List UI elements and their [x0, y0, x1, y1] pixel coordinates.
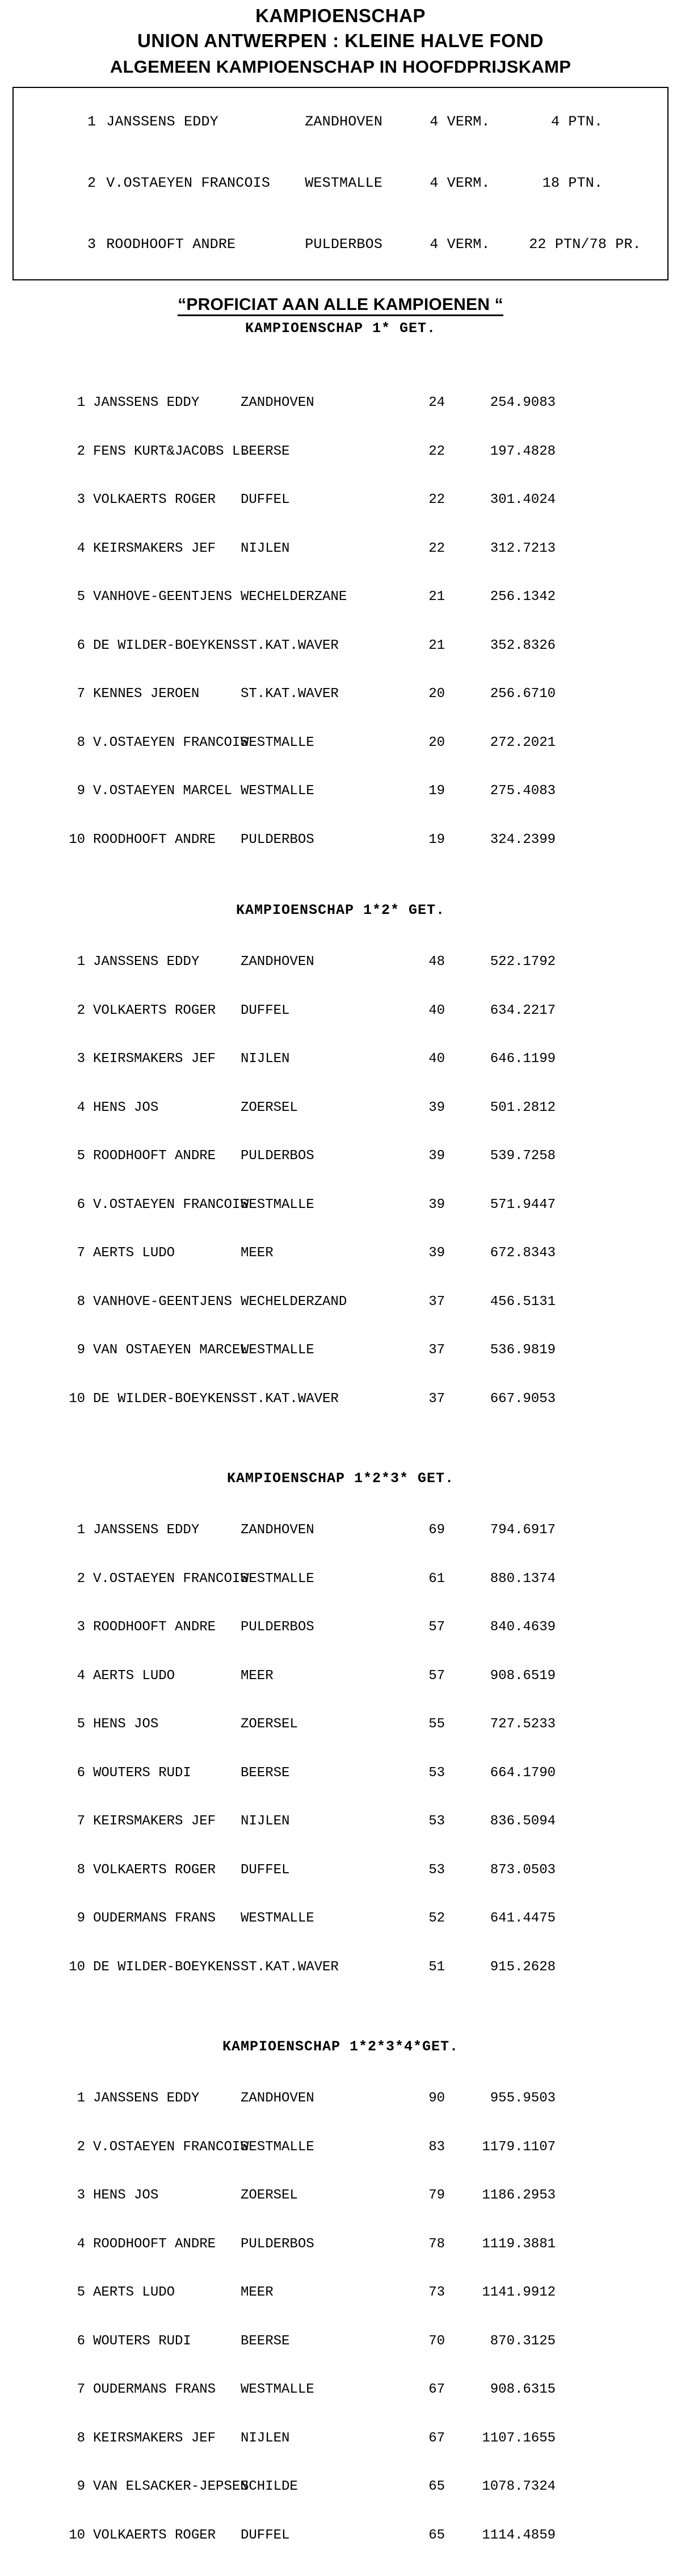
row-rank: 10 — [69, 1959, 85, 1975]
row-coefficient: 254.9083 — [490, 395, 556, 410]
podium-club: PULDERBOS — [305, 236, 383, 253]
row-club: SCHILDE — [241, 2479, 298, 2494]
row-name: V.OSTAEYEN MARCEL — [93, 783, 232, 799]
row-rank: 6 — [77, 1765, 85, 1781]
row-count: 83 — [428, 2139, 445, 2155]
row-name: ROODHOOFT ANDRE — [93, 2236, 216, 2252]
row-coefficient: 634.2217 — [490, 1002, 556, 1018]
section-title: KAMPIOENSCHAP 1*2* GET. — [236, 902, 445, 918]
row-club: BEERSE — [241, 2333, 290, 2349]
row-coefficient: 456.5131 — [490, 1294, 556, 1310]
row-count: 22 — [428, 492, 445, 507]
row-rank: 8 — [77, 1294, 85, 1310]
section-kampioenschap-1-2-3-4 — [11, 2038, 670, 2576]
row-name: VOLKAERTS ROGER — [93, 2527, 216, 2543]
table-row — [11, 1620, 670, 1636]
table-row — [11, 2382, 670, 2398]
row-club: WESTMALLE — [241, 1571, 314, 1587]
table-row — [11, 1717, 670, 1733]
row-rank: 4 — [77, 540, 85, 556]
row-rank: 2 — [77, 2139, 85, 2155]
row-club: ZANDHOVEN — [241, 2091, 314, 2106]
row-count: 53 — [428, 1814, 445, 1829]
table-row — [11, 2091, 670, 2107]
row-coefficient: 1114.4859 — [482, 2527, 556, 2543]
row-coefficient: 870.3125 — [490, 2333, 556, 2349]
row-club: ZANDHOVEN — [241, 1522, 314, 1538]
podium-row — [14, 153, 667, 214]
row-coefficient: 908.6315 — [490, 2382, 556, 2397]
row-count: 65 — [428, 2527, 445, 2543]
row-rank: 5 — [77, 2285, 85, 2300]
row-name: VANHOVE-GEENTJENS — [93, 1294, 232, 1310]
row-name: HENS JOS — [93, 1717, 159, 1732]
row-name: VOLKAERTS ROGER — [93, 492, 216, 507]
row-club: DUFFEL — [241, 2527, 290, 2543]
row-club: DUFFEL — [241, 1862, 290, 1878]
row-coefficient: 880.1374 — [490, 1571, 556, 1587]
row-coefficient: 1186.2953 — [482, 2188, 556, 2203]
row-club: WESTMALLE — [241, 735, 314, 750]
row-club: WESTMALLE — [241, 1197, 314, 1213]
row-club: ZANDHOVEN — [241, 395, 314, 410]
row-club: ST.KAT.WAVER — [241, 686, 339, 702]
row-rank: 5 — [77, 1717, 85, 1732]
table-row — [11, 2139, 670, 2156]
row-name: VOLKAERTS ROGER — [93, 1002, 216, 1018]
row-name: AERTS LUDO — [93, 1668, 175, 1684]
row-club: ST.KAT.WAVER — [241, 1959, 339, 1975]
table-row — [11, 954, 670, 971]
row-coefficient: 352.8326 — [490, 637, 556, 653]
row-name: V.OSTAEYEN FRANCOIS — [93, 1571, 249, 1587]
row-coefficient: 672.8343 — [490, 1245, 556, 1261]
row-club: MEER — [241, 1245, 274, 1261]
row-club: BEERSE — [241, 1765, 290, 1781]
row-rank: 10 — [69, 2527, 85, 2543]
table-row — [11, 1522, 670, 1539]
section-title: KAMPIOENSCHAP 1* GET. — [245, 320, 436, 337]
row-name: JANSSENS EDDY — [93, 954, 200, 970]
row-rank: 5 — [77, 589, 85, 605]
table-row — [11, 1814, 670, 1830]
row-rank: 4 — [77, 1668, 85, 1684]
row-count: 21 — [428, 637, 445, 653]
row-count: 37 — [428, 1342, 445, 1358]
row-rank: 2 — [77, 1002, 85, 1018]
row-rank: 1 — [77, 954, 85, 970]
row-count: 51 — [428, 1959, 445, 1975]
row-name: V.OSTAEYEN FRANCOIS — [93, 1197, 249, 1213]
table-row — [11, 1100, 670, 1117]
row-name: JANSSENS EDDY — [93, 1522, 200, 1538]
row-count: 39 — [428, 1100, 445, 1115]
table-row — [11, 1245, 670, 1262]
row-rank: 1 — [77, 1522, 85, 1538]
row-rank: 7 — [77, 2382, 85, 2397]
row-club: WESTMALLE — [241, 2382, 314, 2397]
row-club: NIJLEN — [241, 1051, 290, 1067]
row-rank: 6 — [77, 637, 85, 653]
row-club: NIJLEN — [241, 1814, 290, 1829]
row-rank: 7 — [77, 1814, 85, 1829]
row-coefficient: 840.4639 — [490, 1620, 556, 1635]
table-row — [11, 2528, 670, 2544]
row-rank: 9 — [77, 1911, 85, 1926]
table-row — [11, 2334, 670, 2350]
table-row — [11, 1003, 670, 1020]
table-row — [11, 2479, 670, 2495]
section-title: KAMPIOENSCHAP 1*2*3* GET. — [226, 1470, 455, 1487]
row-count: 73 — [428, 2285, 445, 2300]
row-name: KENNES JEROEN — [93, 686, 200, 702]
row-rank: 5 — [77, 1148, 85, 1164]
row-name: AERTS LUDO — [93, 1245, 175, 1261]
row-count: 57 — [428, 1620, 445, 1635]
subtitle-algemeen: ALGEMEEN KAMPIOENSCHAP IN HOOFDPRIJSKAMP — [110, 57, 571, 77]
results-table — [11, 1490, 670, 2008]
table-row — [11, 783, 670, 800]
row-rank: 8 — [77, 2430, 85, 2446]
row-club: ST.KAT.WAVER — [241, 637, 339, 653]
row-coefficient: 908.6519 — [490, 1668, 556, 1684]
row-count: 53 — [428, 1862, 445, 1878]
row-count: 37 — [428, 1391, 445, 1407]
subtitle-union: UNION ANTWERPEN : KLEINE HALVE FOND — [137, 30, 544, 51]
row-count: 90 — [428, 2091, 445, 2106]
table-row — [11, 2285, 670, 2301]
row-coefficient: 256.1342 — [490, 589, 556, 605]
row-rank: 7 — [77, 686, 85, 702]
row-coefficient: 571.9447 — [490, 1197, 556, 1213]
row-coefficient: 727.5233 — [490, 1717, 556, 1732]
row-club: WESTMALLE — [241, 2139, 314, 2155]
row-club: WESTMALLE — [241, 1342, 314, 1358]
podium-points: 4 PTN. — [551, 114, 603, 130]
table-row — [11, 395, 670, 412]
row-rank: 6 — [77, 2333, 85, 2349]
row-club: BEERSE — [241, 443, 290, 459]
row-rank: 9 — [77, 2479, 85, 2494]
podium-name: V.OSTAEYEN FRANCOIS — [106, 175, 271, 191]
podium-verm: 4 VERM. — [430, 175, 490, 191]
table-row — [11, 686, 670, 703]
row-rank: 2 — [77, 443, 85, 459]
podium-rank: 3 — [87, 236, 96, 253]
row-rank: 1 — [77, 2091, 85, 2106]
row-name: OUDERMANS FRANS — [93, 1911, 216, 1926]
row-count: 19 — [428, 783, 445, 799]
row-name: VAN ELSACKER-JEPSEN — [93, 2479, 249, 2494]
row-rank: 3 — [77, 492, 85, 507]
row-rank: 7 — [77, 1245, 85, 1261]
row-name: HENS JOS — [93, 2188, 159, 2203]
row-name: V.OSTAEYEN FRANCOIS — [93, 2139, 249, 2155]
row-name: ROODHOOFT ANDRE — [93, 1148, 216, 1164]
row-coefficient: 324.2399 — [490, 832, 556, 848]
row-name: DE WILDER-BOEYKENS — [93, 1391, 241, 1407]
podium-verm: 4 VERM. — [430, 114, 490, 130]
row-count: 40 — [428, 1002, 445, 1018]
table-row — [11, 1197, 670, 1214]
row-name: WOUTERS RUDI — [93, 1765, 191, 1781]
row-name: FENS KURT&JACOBS L. — [93, 443, 249, 459]
row-rank: 6 — [77, 1197, 85, 1213]
congratulations-text: “PROFICIAT AAN ALLE KAMPIOENEN “ — [178, 295, 503, 316]
row-coefficient: 664.1790 — [490, 1765, 556, 1781]
table-row — [11, 2188, 670, 2204]
row-coefficient: 1179.1107 — [482, 2139, 556, 2155]
row-coefficient: 1078.7324 — [482, 2479, 556, 2494]
row-name: JANSSENS EDDY — [93, 2091, 200, 2106]
row-rank: 3 — [77, 1051, 85, 1067]
row-coefficient: 197.4828 — [490, 443, 556, 459]
row-name: ROODHOOFT ANDRE — [93, 1620, 216, 1635]
row-rank: 9 — [77, 1342, 85, 1358]
table-row — [11, 1862, 670, 1879]
table-row — [11, 1668, 670, 1685]
row-coefficient: 536.9819 — [490, 1342, 556, 1358]
row-rank: 4 — [77, 2236, 85, 2252]
row-club: WECHELDERZANE — [241, 589, 347, 605]
row-count: 61 — [428, 1571, 445, 1587]
results-table — [11, 2058, 670, 2576]
podium-row — [14, 214, 667, 275]
table-row — [11, 832, 670, 849]
row-club: ZOERSEL — [241, 1100, 298, 1115]
row-name: WOUTERS RUDI — [93, 2333, 191, 2349]
table-row — [11, 1391, 670, 1408]
table-row — [11, 444, 670, 460]
section-kampioenschap-1-2-3 — [11, 1470, 670, 2008]
row-coefficient: 256.6710 — [490, 686, 556, 702]
row-count: 55 — [428, 1717, 445, 1732]
table-row — [11, 1571, 670, 1588]
row-rank: 10 — [69, 832, 85, 848]
row-coefficient: 301.4024 — [490, 492, 556, 507]
row-name: KEIRSMAKERS JEF — [93, 1814, 216, 1829]
row-name: KEIRSMAKERS JEF — [93, 1051, 216, 1067]
row-count: 53 — [428, 1765, 445, 1781]
row-count: 22 — [428, 540, 445, 556]
podium-rank: 1 — [87, 114, 96, 130]
row-count: 79 — [428, 2188, 445, 2203]
row-club: NIJLEN — [241, 540, 290, 556]
row-club: ZOERSEL — [241, 2188, 298, 2203]
row-count: 69 — [428, 1522, 445, 1538]
row-rank: 9 — [77, 783, 85, 799]
row-name: KEIRSMAKERS JEF — [93, 540, 216, 556]
table-row — [11, 1342, 670, 1359]
page-title: KAMPIOENSCHAP — [255, 5, 426, 26]
row-count: 21 — [428, 589, 445, 605]
row-club: WESTMALLE — [241, 1911, 314, 1926]
row-count: 78 — [428, 2236, 445, 2252]
row-count: 39 — [428, 1148, 445, 1164]
row-count: 65 — [428, 2479, 445, 2494]
row-club: WESTMALLE — [241, 783, 314, 799]
results-table — [11, 922, 670, 1440]
row-club: MEER — [241, 1668, 274, 1684]
document-title-block — [11, 3, 670, 80]
row-club: WECHELDERZAND — [241, 1294, 347, 1310]
table-row — [11, 1148, 670, 1165]
row-name: VAN OSTAEYEN MARCEL — [93, 1342, 249, 1358]
row-coefficient: 873.0503 — [490, 1862, 556, 1878]
row-count: 48 — [428, 954, 445, 970]
row-count: 19 — [428, 832, 445, 848]
table-row — [11, 1294, 670, 1311]
row-name: V.OSTAEYEN FRANCOIS — [93, 735, 249, 750]
row-count: 67 — [428, 2430, 445, 2446]
section-kampioenschap-1 — [11, 320, 670, 880]
row-name: HENS JOS — [93, 1100, 159, 1115]
row-name: KEIRSMAKERS JEF — [93, 2430, 216, 2446]
row-rank: 8 — [77, 1862, 85, 1878]
row-coefficient: 667.9053 — [490, 1391, 556, 1407]
table-row — [11, 1765, 670, 1782]
row-club: DUFFEL — [241, 1002, 290, 1018]
row-count: 70 — [428, 2333, 445, 2349]
table-row — [11, 638, 670, 655]
row-coefficient: 522.1792 — [490, 954, 556, 970]
podium-name: ROODHOOFT ANDRE — [106, 236, 236, 253]
row-club: ZANDHOVEN — [241, 954, 314, 970]
row-club: PULDERBOS — [241, 1148, 314, 1164]
section-title: KAMPIOENSCHAP 1*2*3*4*GET. — [222, 2038, 459, 2055]
podium-verm: 4 VERM. — [430, 236, 490, 253]
row-rank: 8 — [77, 735, 85, 750]
table-row — [11, 735, 670, 752]
row-name: AERTS LUDO — [93, 2285, 175, 2300]
podium-points: 22 PTN/78 PR. — [529, 236, 641, 253]
row-rank: 3 — [77, 2188, 85, 2203]
podium-row — [14, 91, 667, 153]
row-club: PULDERBOS — [241, 1620, 314, 1635]
section-kampioenschap-1-2 — [11, 902, 670, 1440]
row-club: PULDERBOS — [241, 2236, 314, 2252]
row-count: 22 — [428, 443, 445, 459]
results-table — [11, 363, 670, 880]
row-club: DUFFEL — [241, 492, 290, 507]
row-coefficient: 646.1199 — [490, 1051, 556, 1067]
row-count: 20 — [428, 735, 445, 750]
table-row — [11, 1911, 670, 1927]
podium-points: 18 PTN. — [542, 175, 603, 191]
row-count: 52 — [428, 1911, 445, 1926]
row-club: NIJLEN — [241, 2430, 290, 2446]
row-coefficient: 501.2812 — [490, 1100, 556, 1115]
row-coefficient: 641.4475 — [490, 1911, 556, 1926]
table-row — [11, 541, 670, 557]
row-rank: 2 — [77, 1571, 85, 1587]
table-row — [11, 492, 670, 509]
row-coefficient: 915.2628 — [490, 1959, 556, 1975]
podium-name: JANSSENS EDDY — [106, 114, 218, 130]
row-name: ROODHOOFT ANDRE — [93, 832, 216, 848]
row-rank: 1 — [77, 395, 85, 410]
row-count: 37 — [428, 1294, 445, 1310]
table-row — [11, 2237, 670, 2253]
row-coefficient: 1119.3881 — [482, 2236, 556, 2252]
podium-box — [12, 87, 669, 280]
row-rank: 3 — [77, 1620, 85, 1635]
row-rank: 10 — [69, 1391, 85, 1407]
row-coefficient: 272.2021 — [490, 735, 556, 750]
row-coefficient: 539.7258 — [490, 1148, 556, 1164]
podium-rank: 2 — [87, 175, 96, 191]
row-name: DE WILDER-BOEYKENS — [93, 1959, 241, 1975]
row-name: OUDERMANS FRANS — [93, 2382, 216, 2397]
row-coefficient: 275.4083 — [490, 783, 556, 799]
row-club: ST.KAT.WAVER — [241, 1391, 339, 1407]
row-count: 67 — [428, 2382, 445, 2397]
table-row — [11, 1960, 670, 1976]
row-coefficient: 955.9503 — [490, 2091, 556, 2106]
row-count: 39 — [428, 1197, 445, 1213]
table-row — [11, 1051, 670, 1068]
row-coefficient: 1141.9912 — [482, 2285, 556, 2300]
row-club: MEER — [241, 2285, 274, 2300]
row-count: 57 — [428, 1668, 445, 1684]
row-club: ZOERSEL — [241, 1717, 298, 1732]
row-club: PULDERBOS — [241, 832, 314, 848]
row-count: 20 — [428, 686, 445, 702]
row-name: VANHOVE-GEENTJENS — [93, 589, 232, 605]
row-name: VOLKAERTS ROGER — [93, 1862, 216, 1878]
row-count: 40 — [428, 1051, 445, 1067]
congratulations-banner — [11, 295, 670, 314]
podium-club: WESTMALLE — [305, 175, 383, 191]
row-coefficient: 836.5094 — [490, 1814, 556, 1829]
podium-club: ZANDHOVEN — [305, 114, 383, 130]
row-count: 39 — [428, 1245, 445, 1261]
row-coefficient: 312.7213 — [490, 540, 556, 556]
row-name: DE WILDER-BOEYKENS — [93, 637, 241, 653]
row-rank: 4 — [77, 1100, 85, 1115]
table-row — [11, 2431, 670, 2447]
row-coefficient: 1107.1655 — [482, 2430, 556, 2446]
row-count: 24 — [428, 395, 445, 410]
row-coefficient: 794.6917 — [490, 1522, 556, 1538]
row-name: JANSSENS EDDY — [93, 395, 200, 410]
table-row — [11, 589, 670, 606]
